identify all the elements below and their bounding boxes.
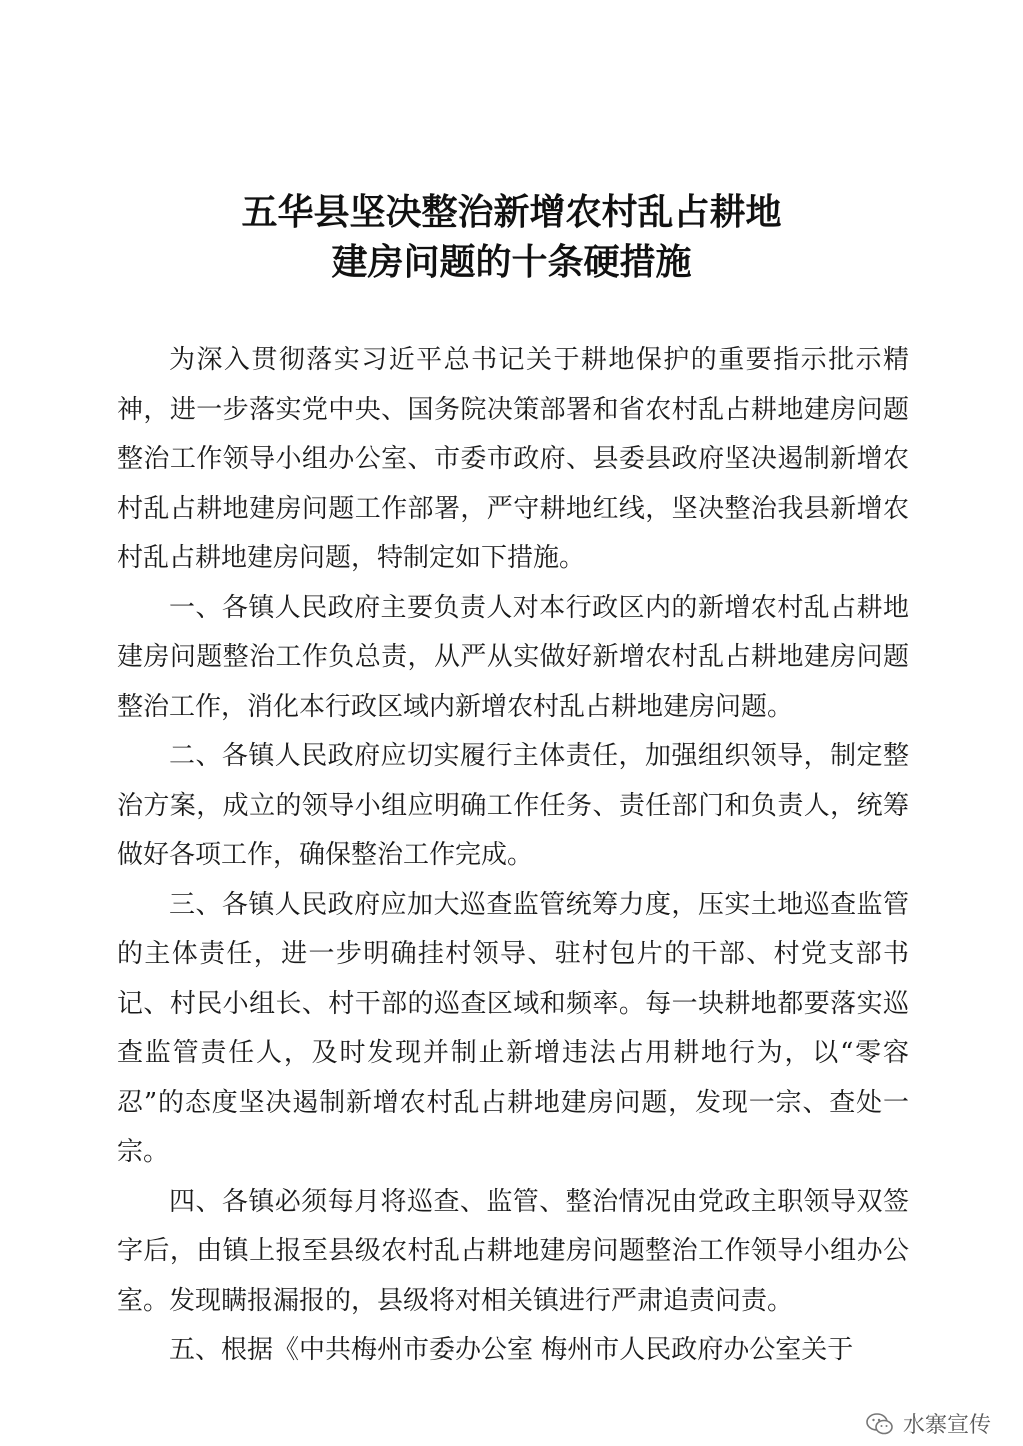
- account-watermark: [865, 1408, 991, 1439]
- paragraph-measure-2: 二、各镇人民政府应切实履行主体责任，加强组织领导，制定整治方案，成立的领导小组应明确工作任务、责任部门和负责人，统筹做好各项工作，确保整治工作完成。: [117, 741, 909, 870]
- watermark-text: 水寨宣传: [902, 1413, 991, 1438]
- paragraph-measure-3: 三、各镇人民政府应加大巡查监管统筹力度，压实土地巡查监管的主体责任，进一步明确挂村领导、驻村包片的干部、村党支部书记、村民小组长、村干部的巡查区域和频率。每一块耕地都要落实巡查监管责任人，及时发现并制止新增违法占用耕地行为，以“零容忍”的态度坚决遏制新增农村乱占耕地建房问题，发现一宗、查处一宗。: [117, 889, 909, 1167]
- document-title-line-1: 五华县坚决整治新增农村乱占耕地: [241, 191, 782, 233]
- paragraph-measure-1: 一、各镇人民政府主要负责人对本行政区内的新增农村乱占耕地建房问题整治工作负总责，从严从实做好新增农村乱占耕地建房问题整治工作，消化本行政区域内新增农村乱占耕地建房问题。: [117, 592, 909, 722]
- paragraph-intro: 为深入贯彻落实习近平总书记关于耕地保护的重要指示批示精神，进一步落实党中央、国务院决策部署和省农村乱占耕地建房问题整治工作领导小组办公室、市委市政府、县委县政府坚决遏制新增农村乱占耕地建房问题工作部署，严守耕地红线，坚决整治我县新增农村乱占耕地建房问题，特制定如下措施。: [117, 345, 909, 573]
- paragraph-measure-4: 四、各镇必须每月将巡查、监管、整治情况由党政主职领导双签字后，由镇上报至县级农村乱占耕地建房问题整治工作领导小组办公室。发现瞒报漏报的，县级将对相关镇进行严肃追责问责。: [117, 1186, 909, 1316]
- paragraph-measure-5: 五、根据《中共梅州市委办公室 梅州市人民政府办公室关于: [169, 1335, 854, 1365]
- document-body: [117, 336, 909, 1376]
- wechat-icon: [865, 1411, 895, 1437]
- document-title-line-2: 建房问题的十条硬措施: [331, 241, 692, 283]
